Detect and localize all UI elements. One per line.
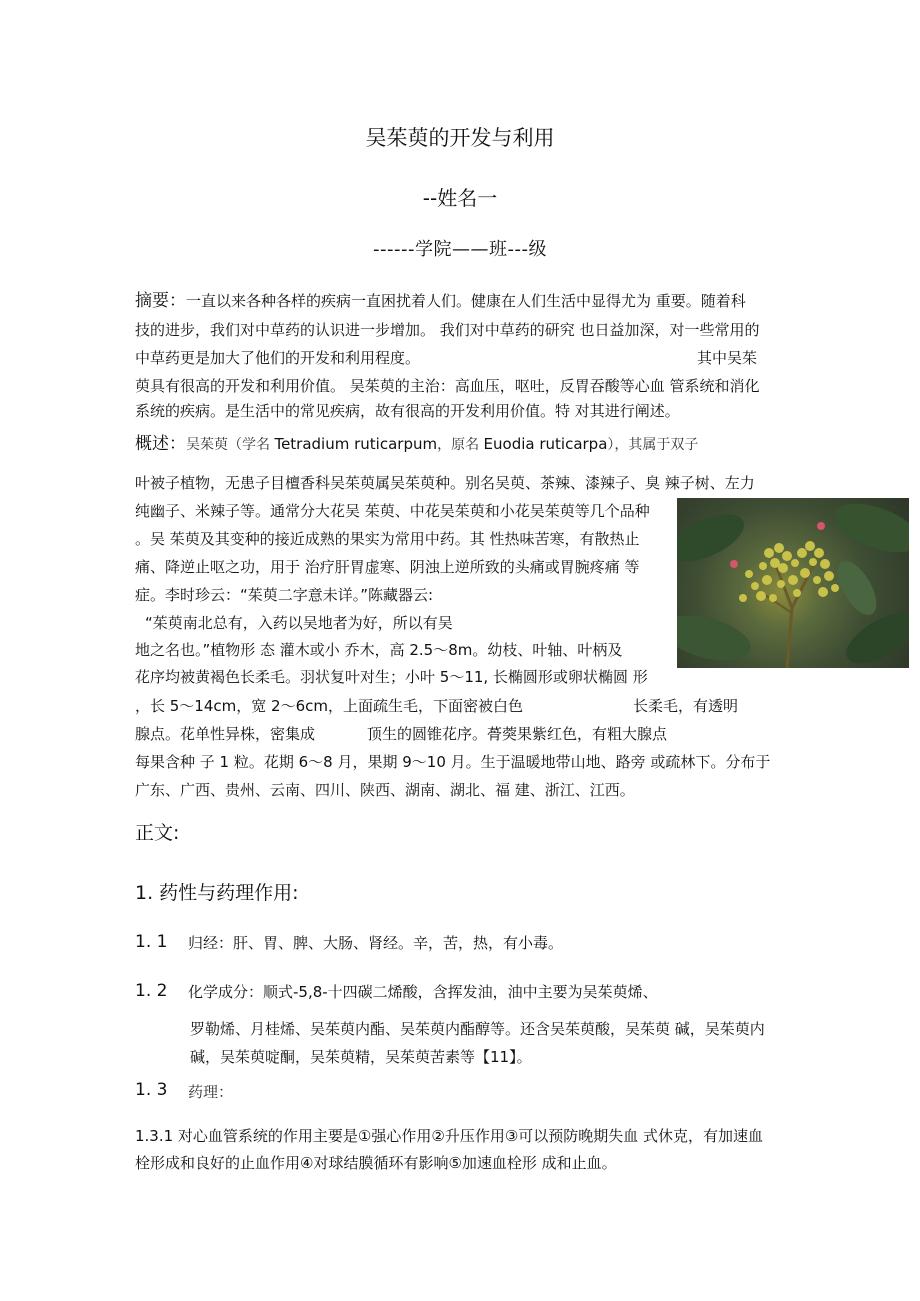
body-heading: 正文: [135, 822, 180, 844]
abstract-line-4: 萸具有很高的开发和利用价值。 吴茱萸的主治：高血压，呕吐，反胃吞酸等心血 管系统和消化 [135, 377, 760, 395]
abstract-line-3: 中草药更是加大了他们的开发和利用程度。 [135, 349, 421, 367]
overview-line-9: 花序均被黄褐色长柔毛。羽状复叶对生；小叶 5〜11, 长椭圆形或卵状椭圆 形 [135, 668, 648, 686]
section-1-1-number: 1. 1 [135, 932, 168, 952]
overview-line-6: 症。李时珍云：“茱萸二字意未详。”陈藏器云: [135, 586, 434, 604]
abstract-line-5: 系统的疾病。是生活中的常见疾病，故有很高的开发利用价值。特 对其进行阐述。 [135, 402, 680, 420]
overview-line-2: 叶被子植物，无患子目檀香科吴茱萸属吴茱萸种。别名吴萸、茶辣、漆辣子、臭 辣子树、左力 [135, 474, 755, 492]
school-line: ------学院——班---级 [373, 239, 547, 260]
section-1-2-line-2: 罗勒烯、月桂烯、吴茱萸内酯、吴茱萸内酯醇等。还含吴茱萸酸，吴茱萸 碱，吴茱萸内 [190, 1020, 765, 1038]
section-1-2-line-3: 碱，吴茱萸啶酮，吴茱萸精，吴茱萸苦素等【11】。 [190, 1048, 532, 1066]
overview-line-12: 每果含种 子 1 粒。花期 6〜8 月，果期 9〜10 月。生于温暖地带山地、路旁 或疏林下。分布于 [135, 753, 771, 771]
section-1-3-1-line-2: 栓形成和良好的止血作用④对球结膜循环有影响⑤加速血栓形 成和止血。 [135, 1154, 617, 1172]
overview-line-8: 地之名也。”植物形 态 灌木或小 乔木，高 2.5〜8m。幼枝、叶轴、叶柄及 [135, 641, 623, 659]
abstract-line-3b: 其中吴茱 [697, 349, 758, 367]
overview-line-4: 。吴 茱萸及其变种的接近成熟的果实为常用中药。其 性热味苦寒，有散热止 [135, 530, 640, 548]
section-1-1-text: 归经：肝、胃、脾、大肠、肾经。辛，苦，热，有小毒。 [188, 934, 564, 952]
overview-label: 概述： [135, 434, 186, 454]
evodia-plant-photo [677, 498, 909, 668]
overview-line-7: “茱萸南北总有，入药以吴地者为好，所以有吴 [145, 614, 453, 632]
overview-line-13: 广东、广西、贵州、云南、四川、陕西、湖南、湖北、福 建、浙江、江西。 [135, 781, 635, 799]
section-1-3-number: 1. 3 [135, 1080, 168, 1100]
overview-line-11: 腺点。花单性异株，密集成 [135, 725, 316, 743]
section-1-2-line-1: 化学成分：顺式-5,8-十四碳二烯酸，含挥发油，油中主要为吴茱萸烯、 [188, 983, 658, 1001]
abstract-label: 摘要： [135, 291, 186, 311]
section-1-heading: 1. 药性与药理作用: [135, 882, 299, 904]
abstract-line-2: 技的进步，我们对中草药的认识进一步增加。 我们对中草药的研究 也日益加深，对一些常用的 [135, 321, 760, 339]
author-line: --姓名一 [422, 186, 498, 210]
plant-illustration-icon [677, 498, 909, 668]
document-title: 吴茱萸的开发与利用 [365, 126, 555, 150]
overview-line-1: 概述：吴茱萸（学名 Tetradium ruticarpum，原名 Euodia ruticarpa），其属于双子 [135, 434, 699, 454]
section-1-3-text: 药理： [188, 1083, 234, 1101]
overview-line-5: 痛、降逆止呕之功，用于 治疗肝胃虚寒、阴浊上逆所致的头痛或胃腕疼痛 等 [135, 558, 640, 576]
section-1-2-number: 1. 2 [135, 981, 168, 1001]
overview-line-10b: 长柔毛，有透明 [633, 697, 739, 715]
overview-line-3: 纯幽子、米辣子等。通常分大花吴 茱萸、中花吴茱萸和小花吴茱萸等几个品种 [135, 502, 650, 520]
abstract-line-1: 摘要：一直以来各种各样的疾病一直困扰着人们。健康在人们生活中显得尤为 重要。随着科 [135, 291, 746, 311]
overview-line-10: ，长 5〜14cm，宽 2〜6cm，上面疏生毛，下面密被白色 [135, 697, 523, 715]
overview-line-11b: 顶生的圆锥花序。蓇葖果紫红色，有粗大腺点 [367, 725, 668, 743]
section-1-3-1-line-1: 1.3.1 对心血管系统的作用主要是①强心作用②升压作用③可以预防晚期失血 式休克，有加速血 [135, 1127, 764, 1145]
